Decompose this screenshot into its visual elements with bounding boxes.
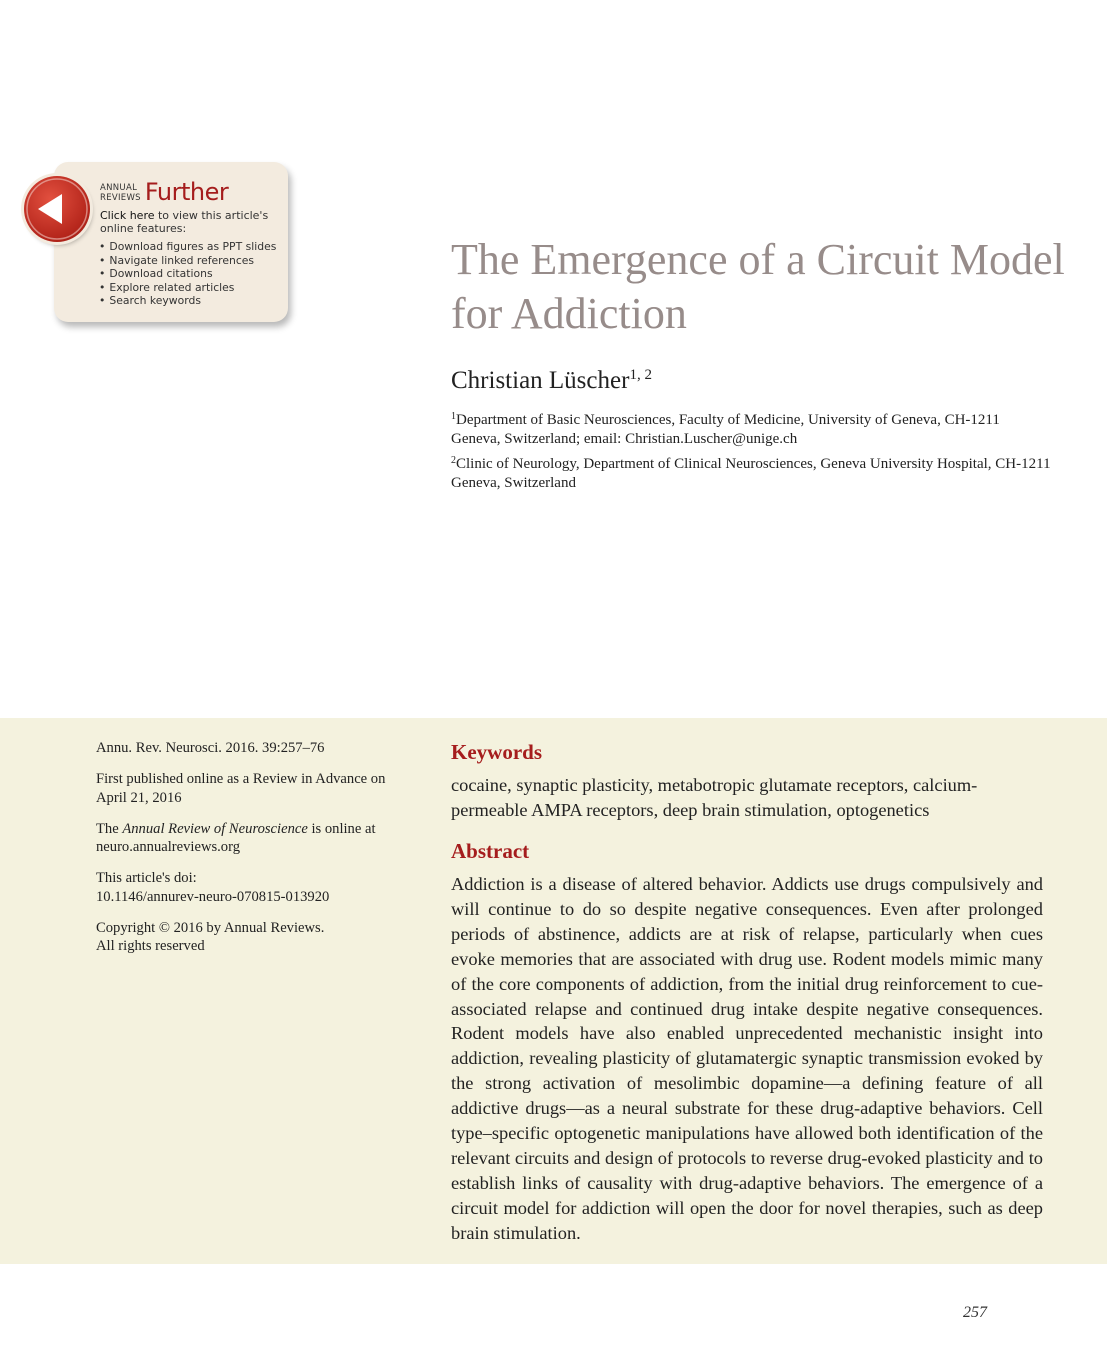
rights: All rights reserved: [96, 938, 205, 954]
affiliation-2-mark: 2: [451, 455, 456, 466]
brand-reviews: REVIEWS: [100, 192, 141, 203]
page-number: 257: [963, 1304, 987, 1321]
article-title: The Emergence of a Circuit Model for Addiction: [451, 235, 1065, 338]
author-name-text: Christian Lüscher: [451, 367, 630, 394]
affiliation-1-mark: 1: [451, 411, 456, 422]
citation: Annu. Rev. Neurosci. 2016. 39:257–76: [96, 740, 325, 756]
copyright: Copyright © 2016 by Annual Reviews.: [96, 919, 325, 936]
brand-further: Further: [144, 178, 229, 206]
copyright-block: [96, 919, 416, 956]
further-button[interactable]: [24, 176, 90, 242]
online-at: [96, 820, 416, 857]
click-here-link[interactable]: Click here: [100, 209, 155, 222]
brand-annual: ANNUAL: [100, 183, 138, 193]
feature-ppt-slides[interactable]: • Download figures as PPT slides: [99, 240, 276, 254]
keywords-heading: Keywords: [451, 740, 542, 764]
abstract-text: Addiction is a disease of altered behavior. Addicts use drugs compulsively and will continue to do so despite negative consequences. Even after prolonged periods of abstinence, addicts are at risk of relapse, particularly when cues evoke memories that are associated with drug use. Rodent models mimic many of the core components of addiction, from the initial drug reinforcement to cue-associated relapse and continued drug intake despite negative consequences. Rodent models have also enabled unprecedented mechanistic insight into addiction, revealing plasticity of glutamatergic synaptic transmission evoked by the strong activation of mesolimbic dopamine—a defining feature of all addictive drugs—as a neural substrate for these drug-adaptive behaviors. Cell type–specific optogenetic manipulations have allowed both identification of the relevant circuits and design of protocols to reverse drug-evoked plasticity and to establish links of causality with drug-adaptive behaviors. The emergence of a circuit model for addiction will open the door for novel therapies, such as deep brain stimulation.: [451, 874, 1043, 1243]
online-at-pre: The: [96, 820, 123, 837]
doi-block: [96, 869, 416, 906]
feature-linked-references[interactable]: • Navigate linked references: [99, 254, 276, 268]
feature-related-articles[interactable]: • Explore related articles: [99, 281, 276, 295]
abstract-heading: Abstract: [451, 839, 530, 863]
doi-label: This article's doi:: [96, 870, 197, 886]
first-published: First published online as a Review in Advance on April 21, 2016: [96, 771, 386, 806]
journal-name: Annual Review of Neuroscience: [122, 820, 308, 837]
left-arrow-icon: [24, 176, 90, 242]
feature-search-keywords[interactable]: • Search keywords: [99, 294, 276, 308]
keywords-text: cocaine, synaptic plasticity, metabotropic glutamate receptors, calcium-permeable AMPA receptors, deep brain stimulation, optogenetics: [451, 775, 978, 820]
author-affiliation-marks: 1, 2: [629, 367, 652, 383]
doi-value: 10.1146/annurev-neuro-070815-013920: [96, 888, 330, 905]
affiliation-1-text: Department of Basic Neurosciences, Faculty of Medicine, University of Geneva, CH-1211 Geneva, Switzerland; email: Christian.Luscher@unige.ch: [451, 412, 1000, 447]
affiliation-1: [451, 411, 1051, 448]
annual-reviews-further-logo: [100, 180, 228, 204]
author-name: [451, 366, 652, 396]
further-intro-rest: to view this article's online features:: [100, 209, 269, 235]
further-feature-list: [99, 240, 276, 308]
further-intro: [100, 209, 280, 235]
article-meta: [96, 739, 416, 968]
affiliation-2: [451, 455, 1051, 492]
affiliation-2-text: Clinic of Neurology, Department of Clinical Neurosciences, Geneva University Hospital, CH-1211 Geneva, Switzerland: [451, 456, 1051, 491]
online-at-post: is online at neuro.annualreviews.org: [96, 820, 376, 855]
feature-download-citations[interactable]: • Download citations: [99, 267, 276, 281]
